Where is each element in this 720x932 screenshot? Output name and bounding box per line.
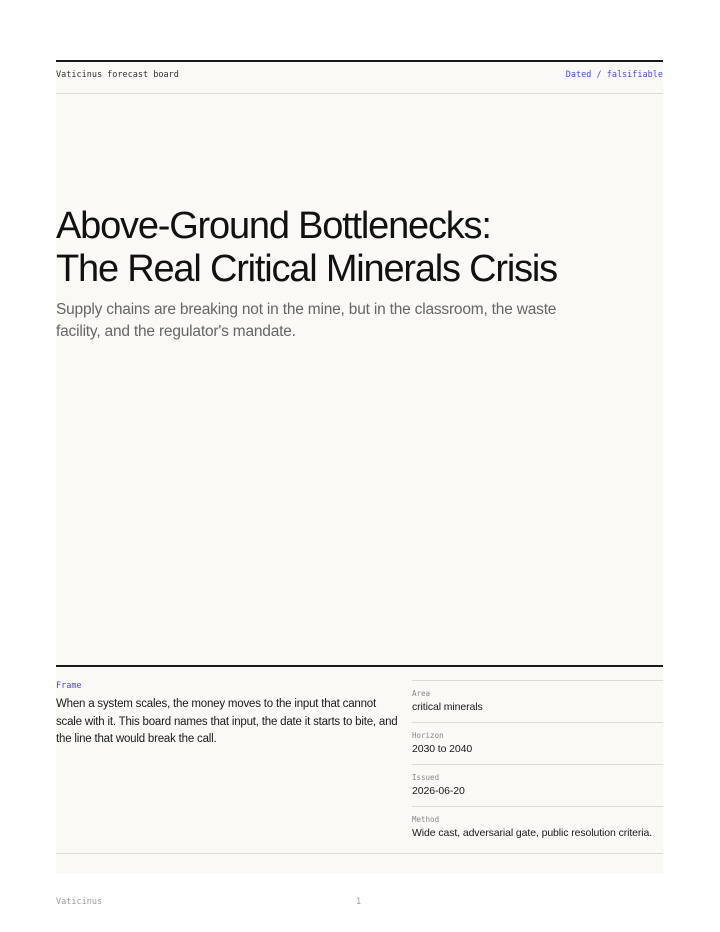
title-line-2: The Real Critical Minerals Crisis xyxy=(56,248,557,290)
frame-label: Frame xyxy=(56,681,82,691)
meta-list xyxy=(412,680,663,848)
section-divider xyxy=(56,853,663,854)
footer-brand: Vaticinus xyxy=(56,897,103,907)
frame-section xyxy=(56,665,663,839)
frame-text: When a system scales, the money moves to the input that cannot scale with it. This board names that input, the date it starts to bite, and the line that would break the call. xyxy=(56,698,398,745)
page-title xyxy=(56,205,663,291)
meta-row-horizon xyxy=(412,722,663,764)
tagline-label: Dated / falsifiable xyxy=(565,70,663,80)
meta-row-method xyxy=(412,806,663,848)
meta-row-area xyxy=(412,680,663,722)
page-subtitle: Supply chains are breaking not in the mine, but in the classroom, the waste facility, and the regulator's mandate. xyxy=(56,301,557,340)
meta-value: Wide cast, adversarial gate, public resolution criteria. xyxy=(412,827,653,839)
meta-label: Method xyxy=(412,815,440,824)
page-number: 1 xyxy=(356,897,362,907)
meta-value: 2026-06-20 xyxy=(412,785,465,797)
meta-row-issued xyxy=(412,764,663,806)
meta-label: Issued xyxy=(412,773,440,782)
brand-label: Vaticinus forecast board xyxy=(56,70,179,80)
meta-value: critical minerals xyxy=(412,701,483,713)
meta-label: Horizon xyxy=(412,731,444,740)
title-line-1: Above-Ground Bottlenecks: xyxy=(56,205,491,247)
meta-label: Area xyxy=(412,689,431,698)
header-bar xyxy=(56,62,663,94)
page-sheet xyxy=(56,60,663,874)
meta-value: 2030 to 2040 xyxy=(412,743,473,755)
